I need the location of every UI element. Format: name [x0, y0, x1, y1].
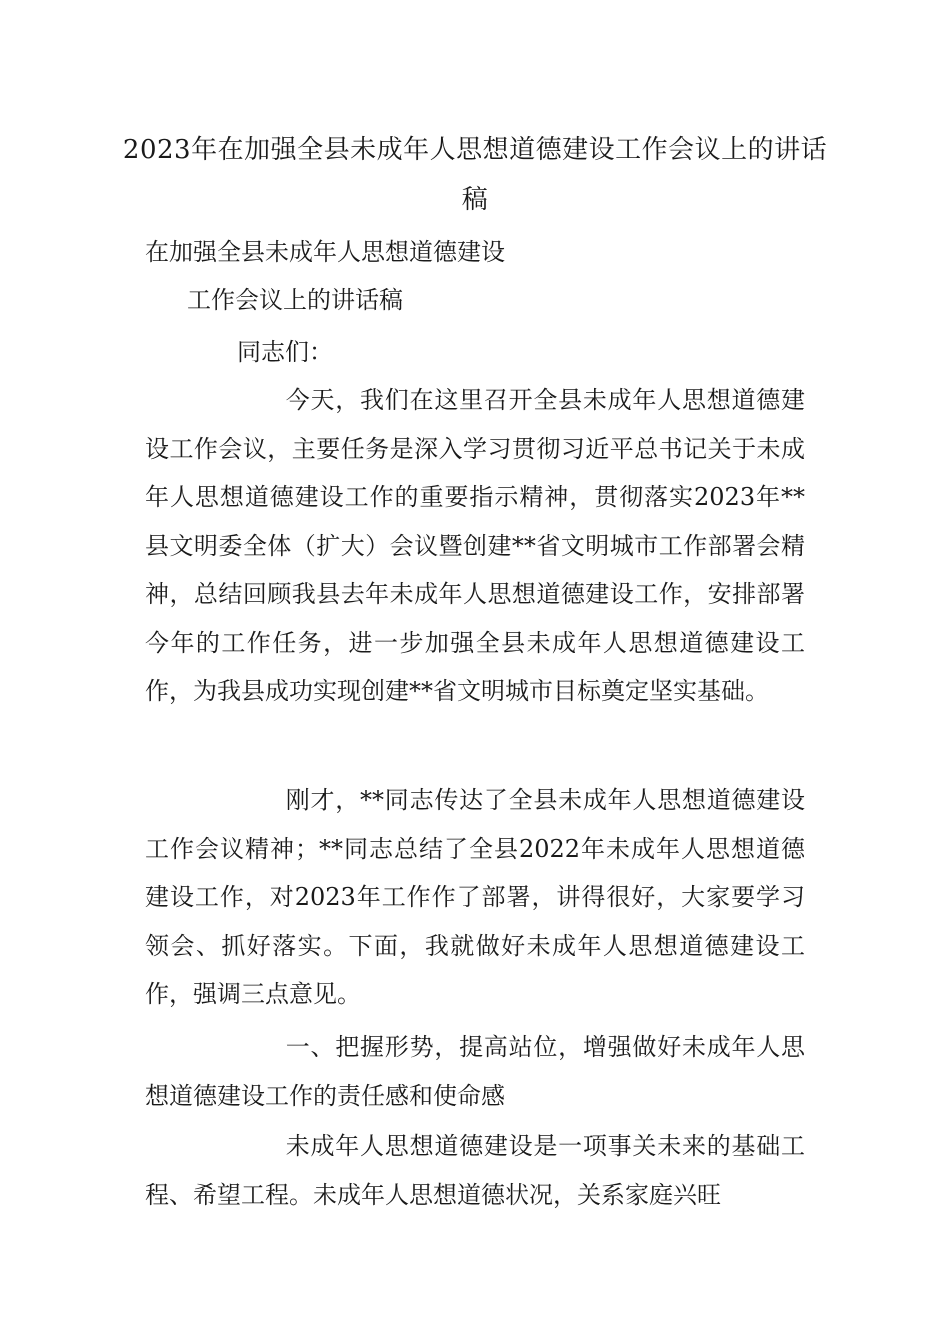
paragraph-3-text: 未成年人思想道德建设是一项事关未来的基础工程、希望工程。未成年人思想道德状况，关系家庭兴旺: [145, 1132, 805, 1209]
paragraph-3: [145, 1122, 805, 1219]
paragraph-2: [145, 776, 805, 1019]
salutation: 同志们：: [237, 338, 333, 366]
paragraph-1-text: 今天，我们在这里召开全县未成年人思想道德建设工作会议，主要任务是深入学习贯彻习近平总书记关于未成年人思想道德建设工作的重要指示精神，贯彻落实2023年**县文明委全体（扩大）会议暨创建**省文明城市工作部署会精神，总结回顾我县去年未成年人思想道德建设工作，安排部署今年的工作任务，进一步加强全县未成年人思想道德建设工作，为我县成功实现创建**省文明城市目标奠定坚实基础。: [145, 386, 805, 705]
document-title: 2023年在加强全县未成年人思想道德建设工作会议上的讲话稿: [122, 135, 828, 215]
paragraph-1: [145, 376, 805, 716]
section-heading-1: [145, 1023, 805, 1120]
paragraph-2-text: 刚才，**同志传达了全县未成年人思想道德建设工作会议精神；**同志总结了全县2022年未成年人思想道德建设工作，对2023年工作作了部署，讲得很好，大家要学习领会、抓好落实。下面，我就做好未成年人思想道德建设工作，强调三点意见。: [145, 786, 805, 1008]
subtitle-line-2: 工作会议上的讲话稿: [187, 286, 403, 314]
subtitle-line-1: 在加强全县未成年人思想道德建设: [145, 238, 505, 266]
section-heading-1-text: 一、把握形势，提高站位，增强做好未成年人思想道德建设工作的责任感和使命感: [145, 1033, 805, 1110]
